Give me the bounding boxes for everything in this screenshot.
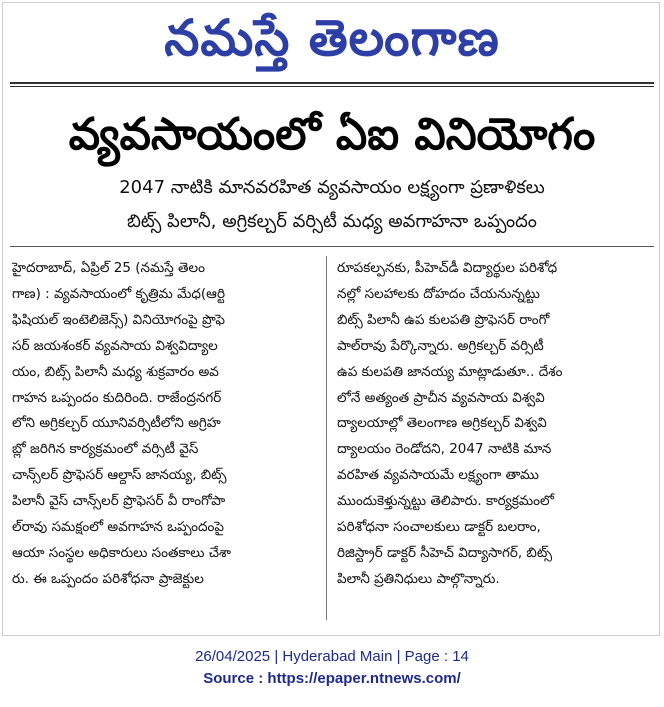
column-line: ముందుకెళ్తున్నట్టు తెలిపారు. కార్యక్రమంలో [337,493,554,510]
article-column-left [12,256,318,593]
column-line: లోని అగ్రికల్చర్ యూనివర్సిటీలోని అగ్రిహ [12,415,221,432]
column-line: ద్యాలయం రెండోదని, 2047 నాటికి మాన [337,441,552,458]
article-headline: వ్యవసాయంలో ఏఐ వినియోగం [68,109,596,160]
edition-info: 26/04/2025 | Hyderabad Main | Page : 14 [195,648,469,665]
column-line: రు. ఈ ఒప్పందం పరిశోధనా ప్రాజెక్టుల [12,570,204,587]
column-line: ద్యాలయాల్లో తెలంగాణ అగ్రికల్చర్ విశ్వవి [337,415,547,432]
column-line: ఫిషియల్ ఇంటెలిజెన్స్) వినియోగంపై ప్రొఫె [12,311,226,328]
source-link[interactable]: Source : https://epaper.ntnews.com/ [203,670,461,687]
column-line: గాహన ఒప్పందం కుదిరింది. రాజేంద్రనగర్ [12,389,222,406]
column-line: ల్‌రావు సమక్షంలో అవగాహన ఒప్పందంపై [12,519,224,536]
article-subheadline-2: బిట్స్ పిలానీ, అగ్రికల్చర్ వర్సిటీ మధ్య అవగాహనా ఒప్పందం [127,211,537,232]
column-line: ఉప కులపతి జానయ్య మాట్లాడుతూ.. దేశం [337,363,563,380]
column-line: వరహిత వ్యవసాయమే లక్ష్యంగా తాము [337,467,539,484]
column-divider [326,256,327,620]
column-line: చాన్స్‌లర్ ప్రొఫెసర్ ఆల్దాస్ జానయ్య, బిట్స్ [12,467,227,484]
column-line: బిట్స్ పిలానీ ఉప కులపతి ప్రొఫెసర్ రాంగో [337,311,550,328]
column-line: బ్లో జరిగిన కార్యక్రమంలో వర్సిటీ వైస్ [12,441,199,458]
column-line: లోనే అత్యంత ప్రాచీన వ్యవసాయ విశ్వవి [337,389,545,406]
column-line: ఆయా సంస్థల అధికారులు సంతకాలు చేశా [12,544,231,561]
column-line: రిజిస్ట్రార్ డాక్టర్ సీహెచ్ విద్యాసాగర్, బిట్స్ [337,544,553,561]
newspaper-masthead: నమస్తే తెలంగాణ [164,9,500,67]
column-line: రూపకల్పనకు, పీహెచ్‌డీ విద్యార్థుల పరిశోధ [337,260,558,276]
column-line: పిలానీ వైస్ చాన్స్‌లర్ ప్రొఫెసర్ వీ రాంగోపా [12,493,226,510]
column-line: యం, బిట్స్ పిలానీ మధ్య శుక్రవారం అవ [12,363,219,380]
subheadline-rule [10,246,654,247]
masthead-rule [10,82,654,84]
column-line: సర్ జయశంకర్ వ్యవసాయ విశ్వవిద్యాల [12,337,218,354]
masthead-rule-thin [10,86,654,87]
article-column-right [337,256,643,593]
column-line: హైదరాబాద్, ఏప్రిల్ 25 (నమస్తే తెలం [12,260,205,276]
column-line: నల్లో సలహాలకు దోహదం చేయనున్నట్టు [337,285,540,302]
column-line: గాణ) : వ్యవసాయంలో కృత్రిమ మేధ(ఆర్టి [12,285,225,302]
article-subheadline-1: 2047 నాటికి మానవరహిత వ్యవసాయం లక్ష్యంగా ప్రణాళికలు [119,177,545,198]
column-line: పాల్‌రావు పేర్కొన్నారు. అగ్రికల్చర్ వర్సిటీ [337,337,544,354]
column-line: పరిశోధనా సంచాలకులు డాక్టర్ బలరాం, [337,519,541,536]
column-line: పిలానీ ప్రతినిధులు పాల్గొన్నారు. [337,570,500,587]
